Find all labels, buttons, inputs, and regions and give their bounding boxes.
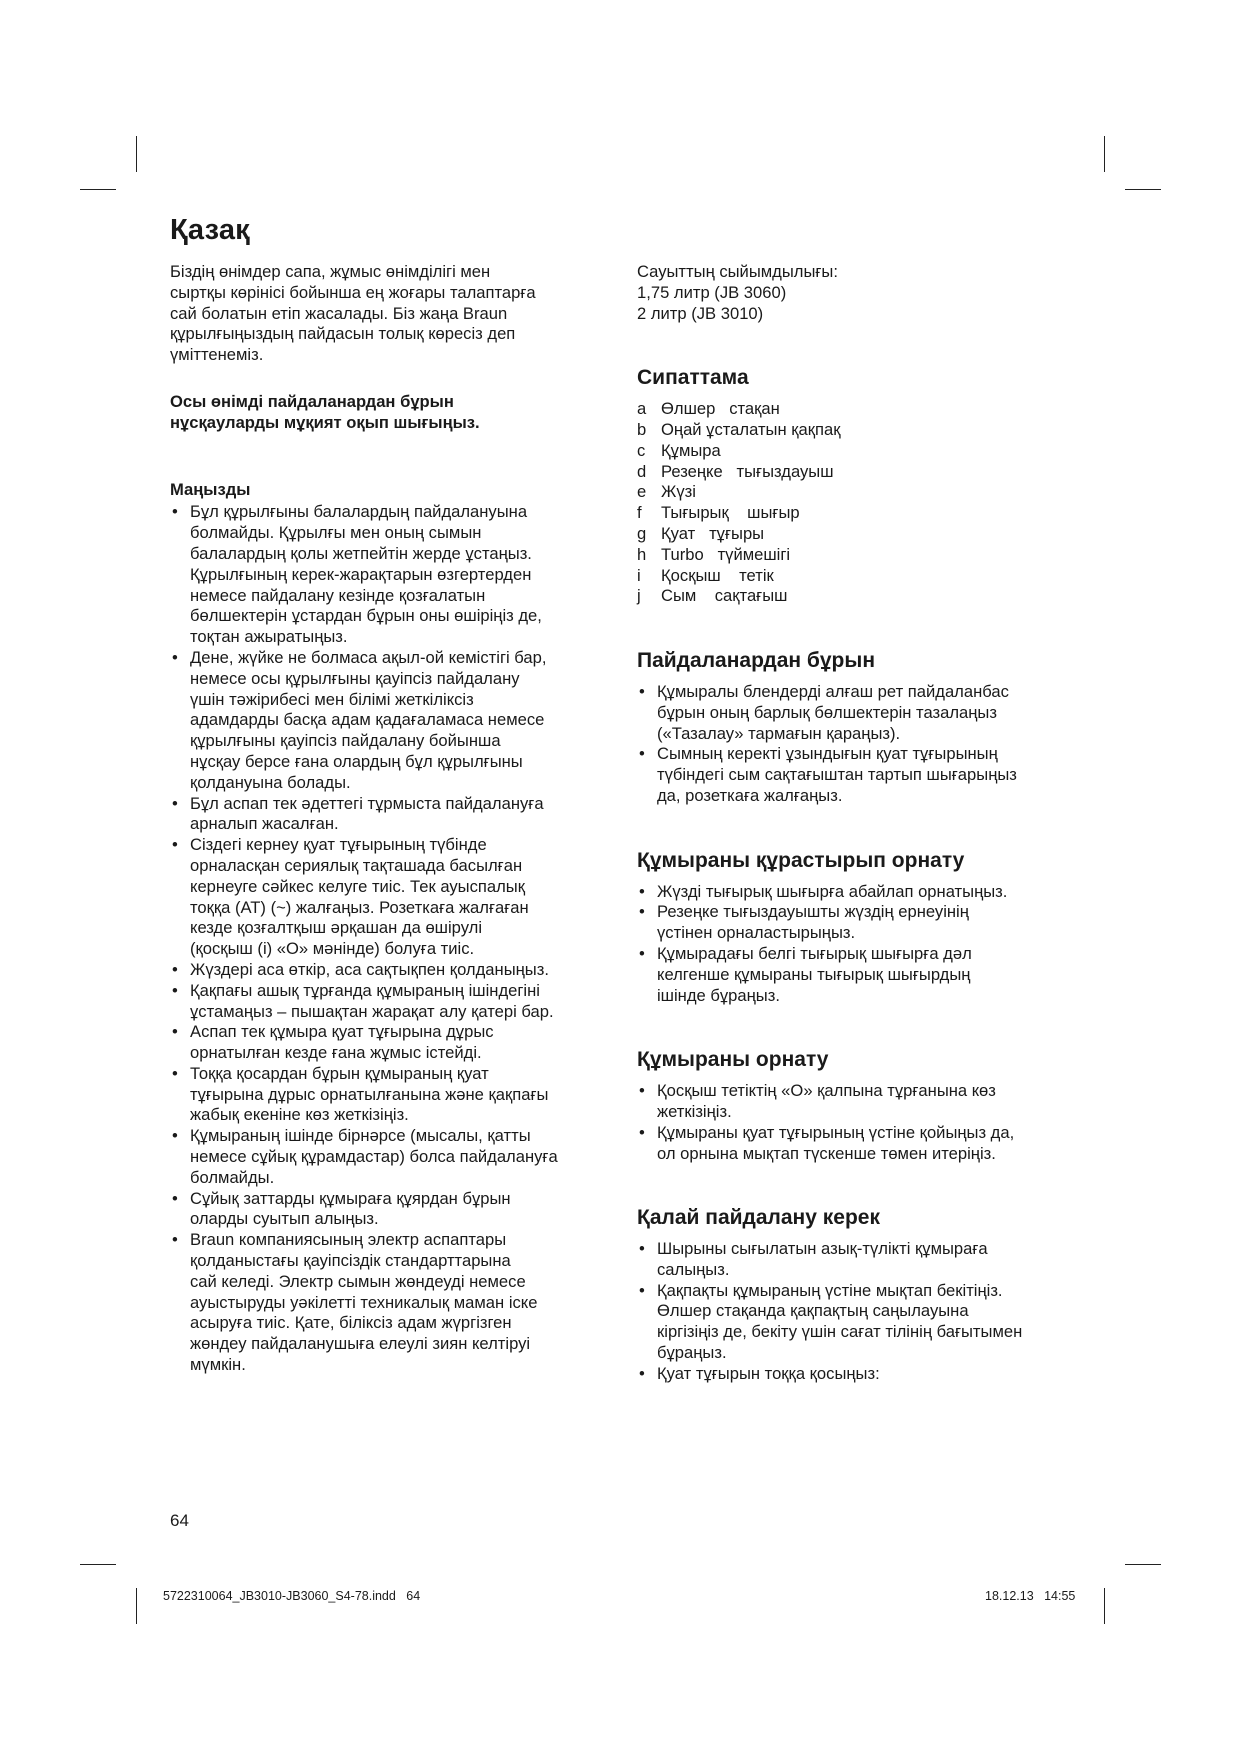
part-item [637,482,1087,503]
important-item: • Аспап тек құмыра қуат тұғырына дұрыс орнатылған кезде ғана жұмыс істейді. [170,1022,610,1064]
important-heading: Маңызды [170,479,251,499]
important-item: • Тоққа қосардан бұрын құмыраның қуат тұғырына дұрыс орнатылғанына және қақпағы жабық екеніне көз жеткізіңіз. [170,1064,610,1126]
intro-paragraph: Біздің өнімдер сапа, жұмыс өнімділігі мен сыртқы көрінісі бойынша ең жоғары талаптарға сай болатын етіп жасалады. Біз жаңа Braun құрылғыңыздың пайдасын толық көресіз деп үміттенеміз. [170,262,536,365]
important-item: • Braun компаниясының электр аспаптары қолданыстағы қауіпсіздік стандарттарына сай келеді. Электр сымын жөндеуді немесе ауыстыруды уәкілетті техникалық маман іске асыруға тиіс. Қате, біліксіз адам жүргізген жөндеу пайдаланушыға елеулі зиян келтіруі мүмкін. [170,1230,610,1376]
right-column [637,262,1087,1385]
left-column [170,262,610,1376]
capacity-block [637,262,1087,324]
crop-mark-bottom-left [136,1588,137,1624]
install-item: • Құмыраны қуат тұғырының үстіне қойыңыз да, ол орнына мықтап түскенше төмен итеріңіз. [637,1123,1087,1165]
assembly-item: • Құмырадағы белгі тығырық шығырға дәл келгенше құмыраны тығырық шығырдың ішінде бұраңыз. [637,944,1087,1006]
install-heading: Құмыраны орнату [637,1048,829,1072]
before-use-heading: Пайдаланардан бұрын [637,649,876,673]
crop-mark-bottom-right-h [1125,1564,1161,1565]
footer-datetime: 18.12.13 14:55 [985,1589,1076,1603]
part-letter: g [637,523,647,543]
how-to-use-item: • Қуат тұғырын тоққа қосыңыз: [637,1364,1087,1385]
important-item: • Құмыраның ішінде бірнәрсе (мысалы, қатты немесе сұйық құрамдастар) болса пайдалануға болмайды. [170,1126,610,1188]
part-letter: h [637,544,647,564]
footer-file-info: 5722310064_JB3010-JB3060_S4-78.indd 64 [163,1589,421,1603]
assembly-item: • Жүзді тығырық шығырға абайлап орнатыңыз. [637,882,1087,903]
before-use-list [637,682,1087,807]
part-item [637,545,1087,566]
part-letter: b [637,419,647,439]
capacity-line: 2 литр (JB 3010) [637,303,764,323]
important-item: • Сұйық заттарды құмыраға құярдан бұрын оларды суытып алыңыз. [170,1189,610,1231]
crop-mark-bottom-left-h [80,1564,116,1565]
important-item: • Бұл құрылғыны балалардың пайдалануына болмайды. Құрылғы мен оның сымын балалардың қолы жетпейтін жерде ұстаңыз. Құрылғының керек-жарақтарын өзгертерден немесе пайдалану кезінде қозғалатын бөлшектерін ұстардан бұрын оны өшіріңіз де, тоқтан ажыратыңыз. [170,502,610,648]
parts-list [637,399,1087,607]
part-item [637,566,1087,587]
how-to-use-item: • Қақпақты құмыраның үстіне мықтап бекітіңіз. Өлшер стақанда қақпақтың саңылауына кіргізіңіз де, бекіту үшін сағат тілінің бағытымен бұраңыз. [637,1281,1087,1364]
part-letter: j [637,586,641,606]
part-letter: i [637,565,641,585]
part-text: Оңай ұсталатын қақпақ [661,419,841,439]
important-item: • Бұл аспап тек әдеттегі тұрмыста пайдалануға арналып жасалған. [170,794,610,836]
part-letter: c [637,440,646,460]
part-item [637,586,1087,607]
part-text: Қосқыш тетік [661,565,774,585]
part-text: Резеңке тығыздауыш [661,461,834,481]
part-text: Turbo түймешігі [661,544,791,564]
crop-mark-top-right-h [1125,189,1161,190]
important-item: • Қақпағы ашық тұрғанда құмыраның ішіндегіні ұстамаңыз – пышақтан жарақат алу қатері бар. [170,981,610,1023]
important-item: • Дене, жүйке не болмаса ақыл-ой кемістігі бар, немесе осы құрылғыны қауіпсіз пайдалану үшін тәжірибесі мен білімі жеткіліксіз адамдарды басқа адам қадағаламаса немесе құрылғыны қауіпсіз пайдалану бойынша нұсқау берсе ғана олардың бұл құрылғыны қолдануына болады. [170,648,610,794]
before-use-item: • Құмыралы блендерді алғаш рет пайдаланбас бұрын оның барлық бөлшектерін тазалаңыз («Тазалау» тармағын қараңыз). [637,682,1087,744]
part-text: Тығырық шығыр [661,503,800,523]
language-heading: Қазақ [170,214,250,246]
how-to-use-heading: Қалай пайдалану керек [637,1206,880,1230]
part-item [637,524,1087,545]
crop-mark-top-right [1104,136,1105,172]
assembly-list [637,882,1087,1007]
important-list [170,502,610,1375]
part-letter: e [637,482,647,502]
part-text: Сым сақтағыш [661,586,788,606]
assembly-item: • Резеңке тығыздауышты жүздің ернеуінің үстінен орналастырыңыз. [637,902,1087,944]
how-to-use-item: • Шырыны сығылатын азық-түлікті құмыраға салыңыз. [637,1239,1087,1281]
install-list [637,1081,1087,1164]
part-text: Өлшер стақан [661,399,780,419]
crop-mark-top-left [136,136,137,172]
assembly-heading: Құмыраны құрастырып орнату [637,848,965,872]
warning-text: Осы өнімді пайдаланардан бұрын нұсқауларды мұқият оқып шығыңыз. [170,391,480,432]
capacity-line: 1,75 литр (JB 3060) [637,282,787,302]
install-item: • Қосқыш тетіктің «O» қалпына тұрғанына көз жеткізіңіз. [637,1081,1087,1123]
part-letter: f [637,503,642,523]
part-text: Жүзі [661,482,696,502]
before-use-item: • Сымның керекті ұзындығын қуат тұғырының түбіндегі сым сақтағыштан тартып шығарыңыз да, розеткаға жалғаңыз. [637,744,1087,806]
part-item [637,420,1087,441]
how-to-use-list [637,1239,1087,1385]
part-item [637,441,1087,462]
part-item [637,399,1087,420]
crop-mark-top-left-h [80,189,116,190]
important-item: • Сіздегі кернеу қуат тұғырының түбінде орналасқан сериялық тақташада басылған кернеуге сәйкес келуге тиіс. Тек ауыспалық тоққа (АТ) (~) жалғаңыз. Розеткаға жалғаған кезде қозғалтқыш әрқашан да өшірулі (қосқыш (i) «O» мәнінде) болуға тиіс. [170,835,610,960]
important-item: • Жүздері аса өткір, аса сақтықпен қолданыңыз. [170,960,610,981]
page-number: 64 [170,1511,189,1530]
crop-mark-bottom-right [1104,1588,1105,1624]
description-heading: Сипаттама [637,366,749,390]
part-item [637,462,1087,483]
part-letter: d [637,461,647,481]
part-item [637,503,1087,524]
part-text: Құмыра [661,440,721,460]
part-text: Қуат тұғыры [661,523,765,543]
part-letter: a [637,399,647,419]
capacity-label: Сауыттың сыйымдылығы: [637,262,838,281]
